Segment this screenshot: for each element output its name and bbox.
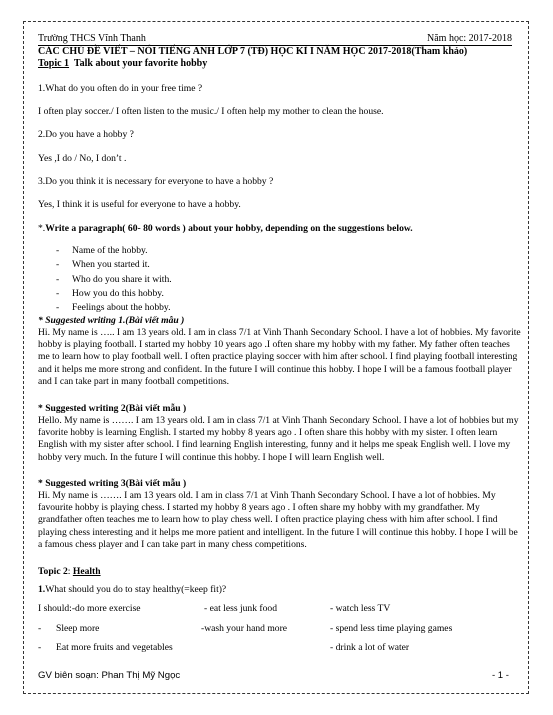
document-title: CÁC CHỦ ĐỀ VIẾT – NÓI TIẾNG ANH LỚP 7 (TĐ) HỌC KÌ I NĂM HỌC 2017-2018(Tham khảo) xyxy=(38,46,468,57)
sample3-paragraph: Hi. My name is ……. I am 13 years old. I am in class 7/1 at Vinh Thanh Secondary School. I have a lot of hobbies. My favourite hobby is playing chess. I started my hobby 8 years ago . I often share my hobby with my grandfather. My grandfather often teaches me to learn how to play chess well. I often practice playing chess with him after school. I find playing chess interesting and it helps me more patient and intelligent. In the future I will continue this hobby. I hope I will be a famous chess player and I can take part in many chess competitions. xyxy=(38,490,518,550)
health-item: Sleep more xyxy=(56,623,100,634)
writing-task xyxy=(38,223,413,235)
health-item: - spend less time playing games xyxy=(330,623,453,634)
topic1-answer-2: Yes ,I do / No, I don’t . xyxy=(38,153,127,164)
sample1-paragraph: Hi. My name is ….. I am 13 years old. I am in class 7/1 at Vinh Thanh Secondary School. I have a lot of hobbies. My favorite hobby is playing football. I started my hobby 10 years ago .I often share my hobby with my father. My father often teaches me to learn how to play football well. I often practice playing soccer with him after school. I find playing football interesting and it helps me more strong and confident. In the future I will continue this hobby. I hope I will be a famous football player and I can take part in many football competitions. xyxy=(38,327,521,387)
health-row-2 xyxy=(38,623,518,636)
health-item: Eat more fruits and vegetables xyxy=(56,642,173,653)
health-item: -wash your hand more xyxy=(201,623,288,634)
school-name: Trường THCS Vĩnh Thanh xyxy=(38,33,146,44)
sample3-title: * Suggested writing 3(Bài viết mẫu ) xyxy=(38,478,187,489)
health-item: - drink a lot of water xyxy=(330,642,410,653)
health-item: I should:-do more exercise xyxy=(38,603,141,614)
topic2-label: Topic 2 xyxy=(38,566,68,577)
topic1-heading xyxy=(38,58,207,70)
suggestion-item: - Feelings about the hobby. xyxy=(56,302,171,313)
health-row-3 xyxy=(38,642,518,655)
topic2-heading: Topic 2: Health xyxy=(38,566,101,577)
footer-author: GV biên soạn: Phan Thị Mỹ Ngọc xyxy=(38,670,181,681)
suggestion-item: - How you do this hobby. xyxy=(56,288,164,299)
health-row-1 xyxy=(38,603,518,616)
sample2-title: * Suggested writing 2(Bài viết mẫu ) xyxy=(38,403,187,414)
topic1-label: Topic 1 xyxy=(38,58,70,69)
topic1-question-2: 2.Do you have a hobby ? xyxy=(38,129,134,140)
topic1-title: Talk about your favorite hobby xyxy=(73,58,208,69)
writing-task-prefix: *. xyxy=(38,223,46,234)
topic2-title: Health xyxy=(72,566,101,577)
health-item: - watch less TV xyxy=(330,603,391,614)
school-year: Năm học: 2017-2018 xyxy=(427,33,512,44)
health-item: - eat less junk food xyxy=(204,603,278,614)
sample2-paragraph: Hello. My name is ……. I am 13 years old. I am in class 7/1 at Vinh Thanh Secondary School. I have a lot of hobbies but my favorite hobby is learning English. I started my hobby 8 years ago . I often share this hobby with my sister. I often learn English with my sister after school. I find learning English interesting, funny and it helps me speak English well. I love my hobby very much. In the future I will continue this hobby. I hope I will learn English well. xyxy=(38,415,519,463)
suggestion-item: - When you started it. xyxy=(56,259,150,270)
health-dash: - xyxy=(38,642,42,653)
topic1-answer-3: Yes, I think it is useful for everyone to have a hobby. xyxy=(38,199,241,210)
footer-page-number: - 1 - xyxy=(491,670,509,681)
writing-task-text: Write a paragraph( 60- 80 words ) about your hobby, depending on the suggestions below. xyxy=(45,223,413,234)
topic1-answer-1: I often play soccer./ I often listen to the music./ I often help my mother to clean the house. xyxy=(38,106,384,117)
topic2-question-1: 1.What should you do to stay healthy(=keep fit)? xyxy=(38,584,227,595)
suggestion-item: - Who do you share it with. xyxy=(56,274,172,285)
topic1-question-3: 3.Do you think it is necessary for everyone to have a hobby ? xyxy=(38,176,274,187)
sample1-title: * Suggested writing 1.(Bài viết mẫu ) xyxy=(38,315,185,326)
suggestion-item: - Name of the hobby. xyxy=(56,245,148,256)
topic1-question-1: 1.What do you often do in your free time ? xyxy=(38,83,203,94)
health-dash: - xyxy=(38,623,42,634)
